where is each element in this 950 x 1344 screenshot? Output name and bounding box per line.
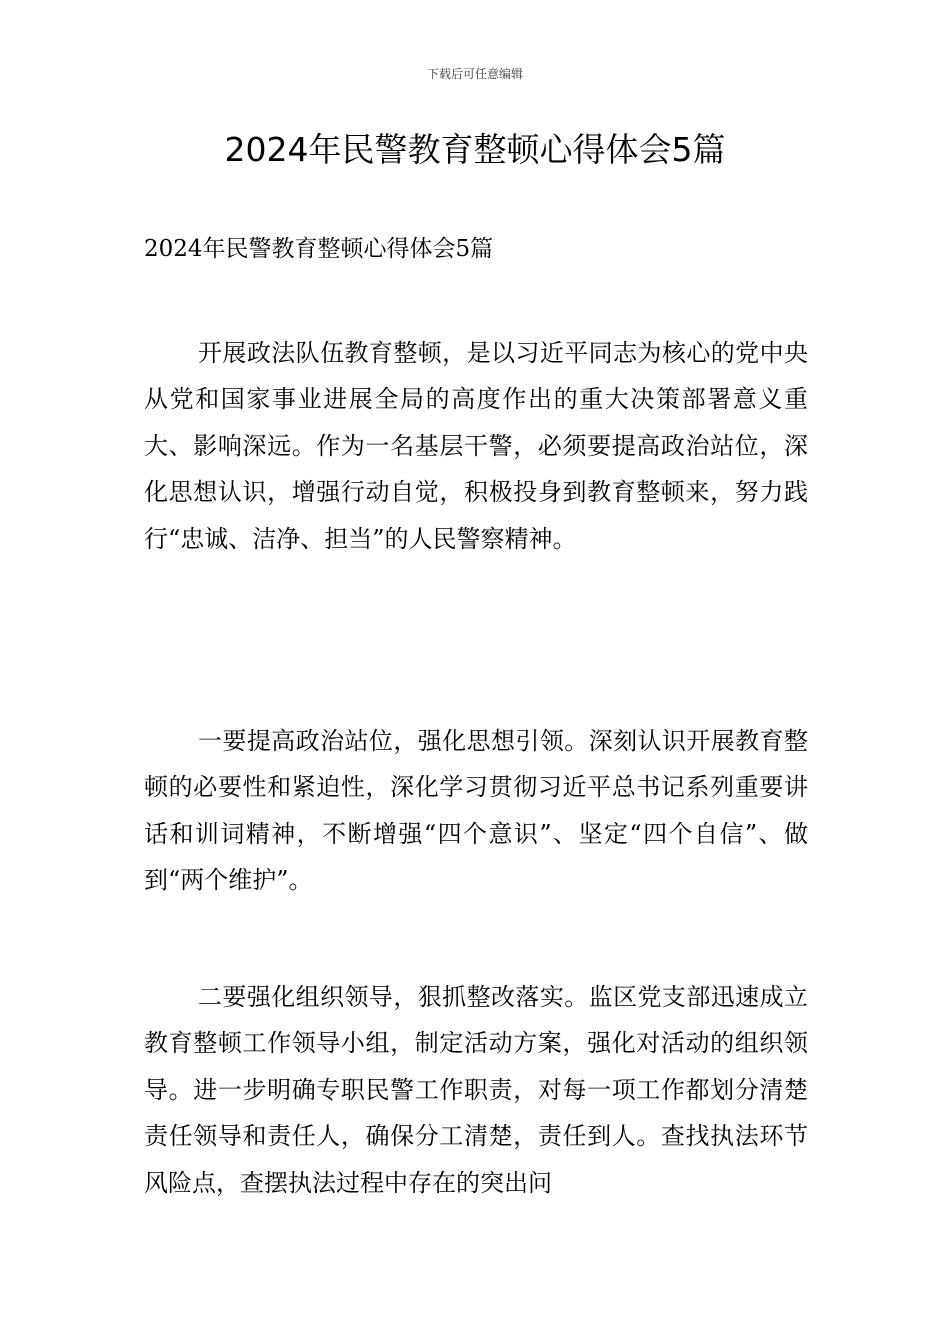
header-note: 下载后可任意编辑 <box>426 67 523 81</box>
paragraph-intro: 开展政法队伍教育整顿，是以习近平同志为核心的党中央从党和国家事业进展全局的高度作出的重大决策部署意义重大、影响深远。作为一名基层干警，必须要提高政治站位，深化思想认识，增强行动自觉，积极投身到教育整顿来，努力践行“忠诚、洁净、担当”的人民警察精神。 <box>144 339 808 553</box>
paragraph-point-one: 一要提高政治站位，强化思想引领。深刻认识开展教育整顿的必要性和紧迫性，深化学习贯彻习近平总书记系列重要讲话和训词精神，不断增强“四个意识”、坚定“四个自信”、做到“两个维护”。 <box>144 727 808 895</box>
document-subtitle: 2024年民警教育整顿心得体会5篇 <box>144 236 494 262</box>
paragraph-point-two: 二要强化组织领导，狠抓整改落实。监区党支部迅速成立教育整顿工作领导小组，制定活动方案，强化对活动的组织领导。进一步明确专职民警工作职责，对每一项工作都划分清楚责任领导和责任人，确保分工清楚，责任到人。查找执法环节风险点，查摆执法过程中存在的突出问 <box>144 983 808 1197</box>
document-title: 2024年民警教育整顿心得体会5篇 <box>224 130 726 169</box>
